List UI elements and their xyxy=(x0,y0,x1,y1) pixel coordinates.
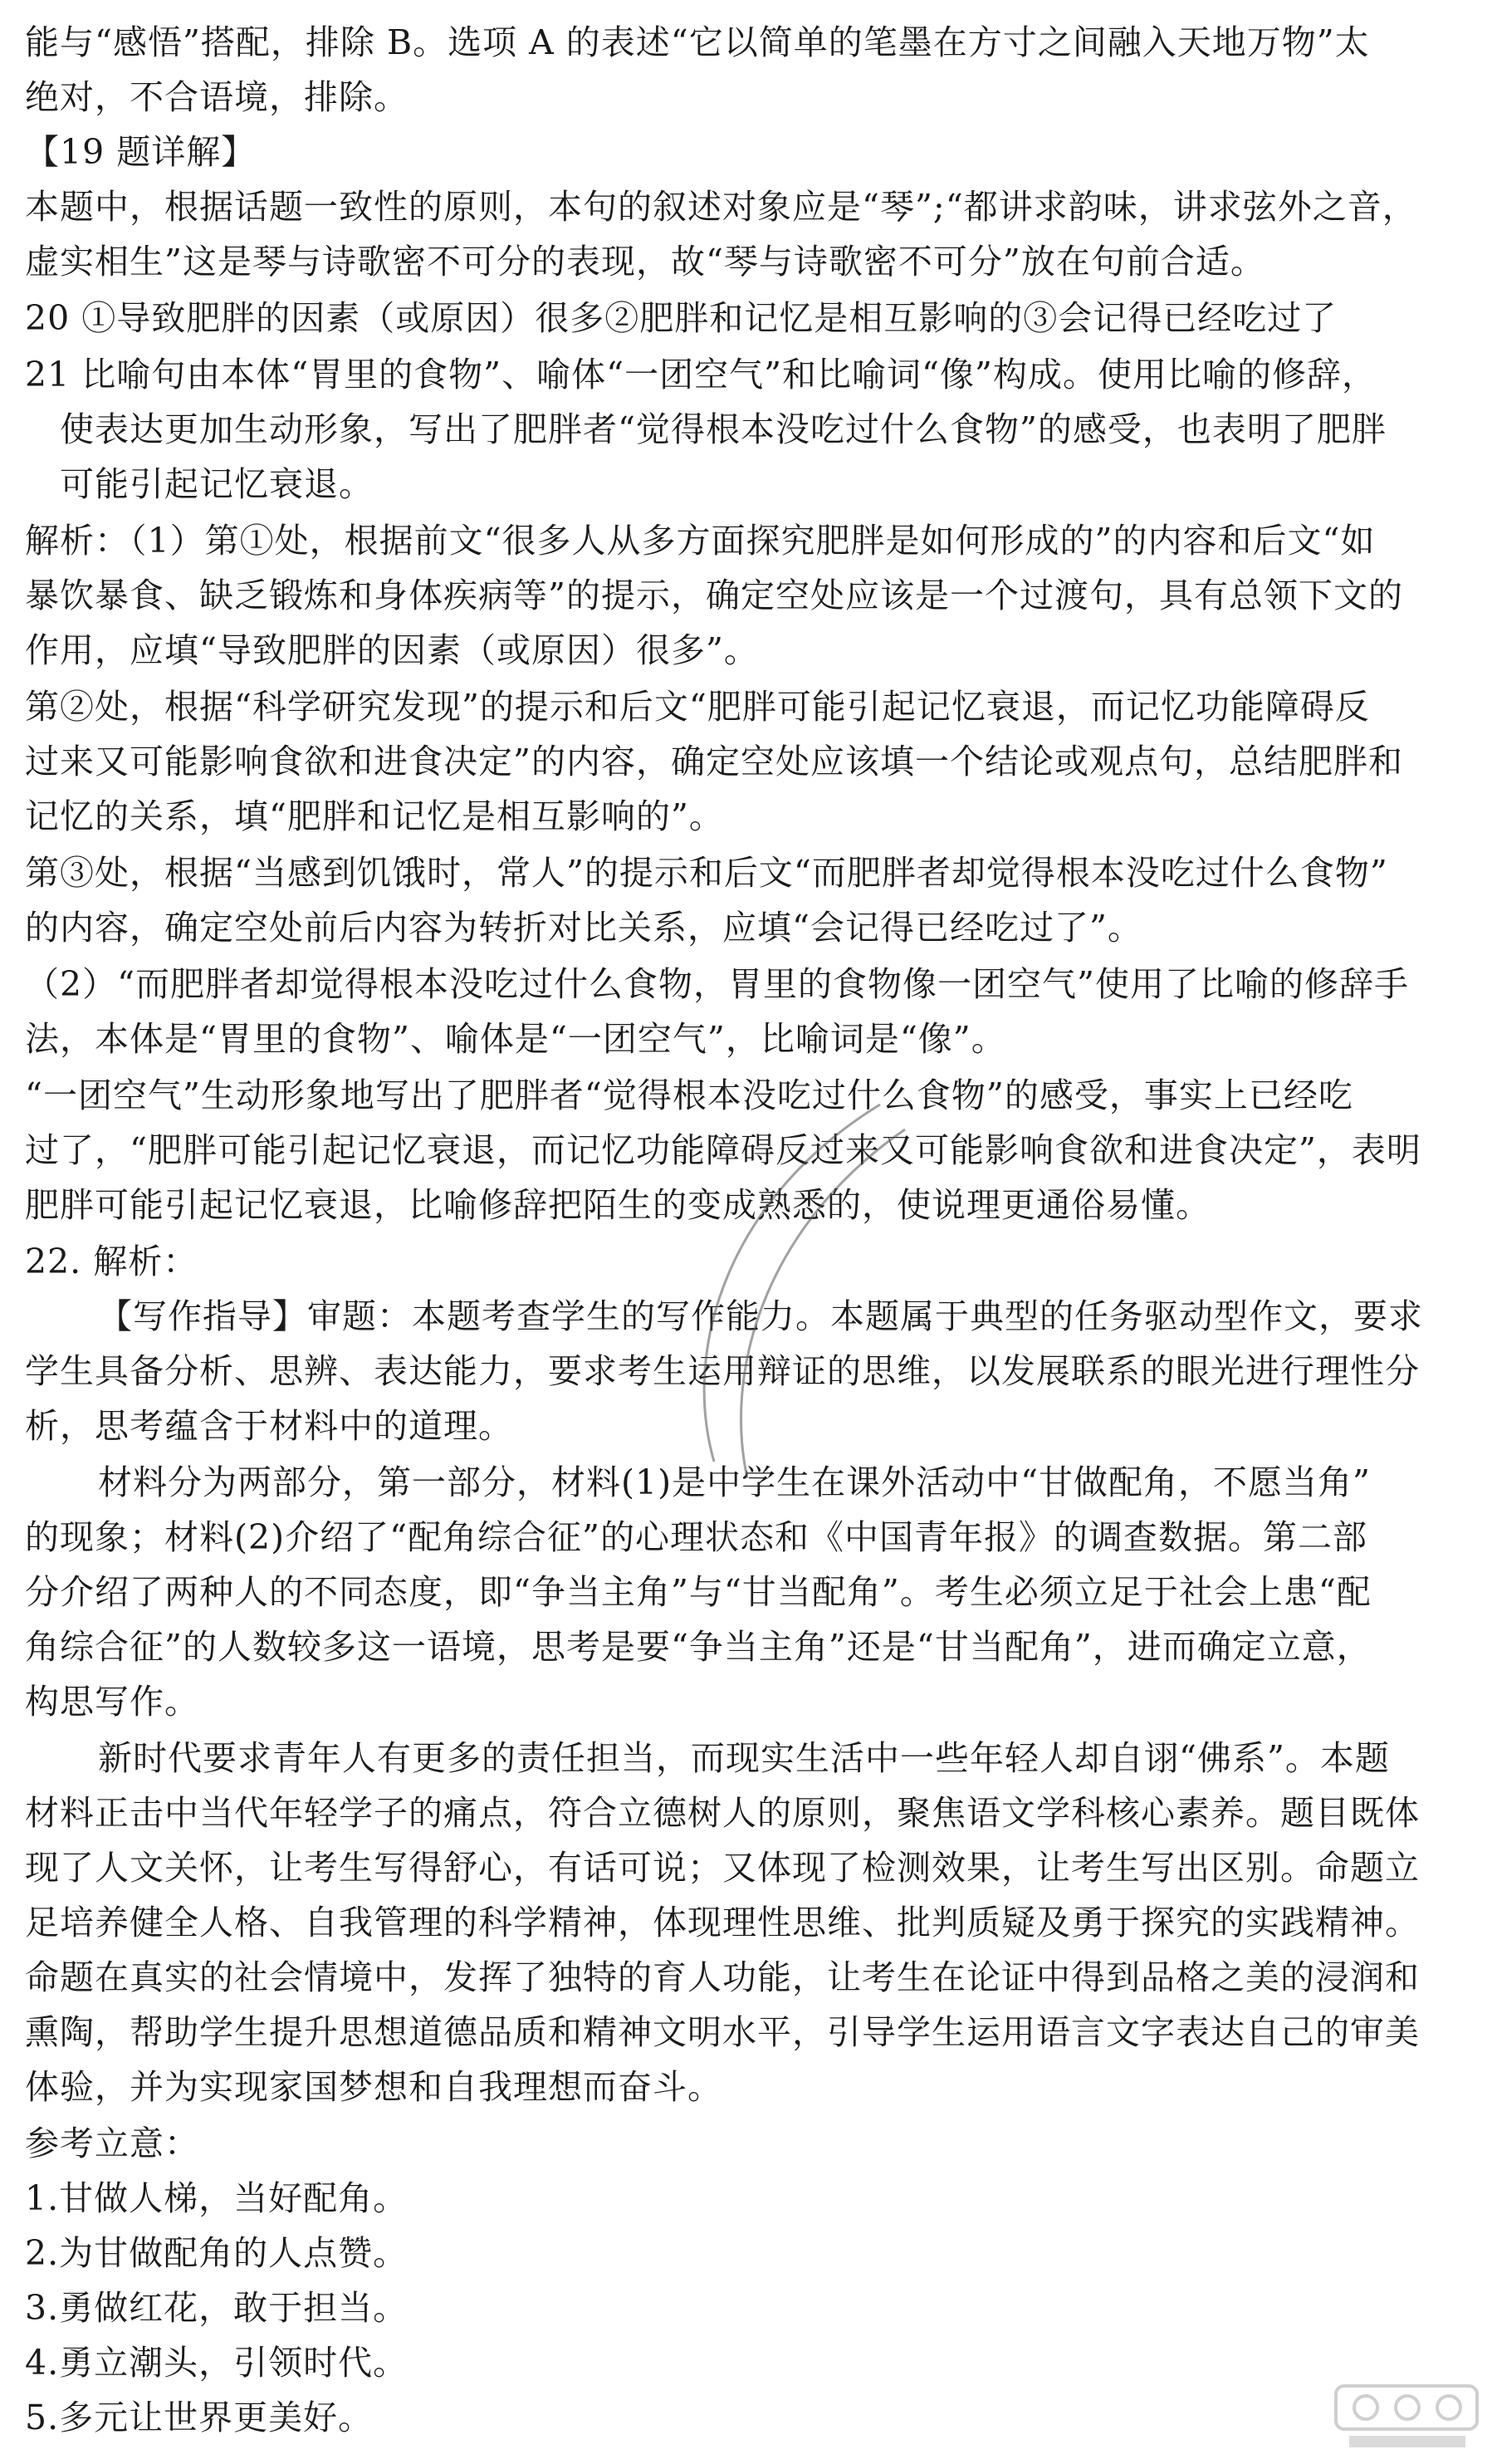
analysis-heading: 解析：（1）第①处，根据前文“很多人从多方面探究肥胖是如何形成的”的内容和后文“如 xyxy=(25,521,1376,561)
text-line: 本题中，根据话题一致性的原则，本句的叙述对象应是“琴”;“都讲求韵味，讲求弦外之音， xyxy=(25,187,1417,227)
text-line: 法，本体是“胃里的食物”、喻体是“一团空气”，比喻词是“像”。 xyxy=(25,1019,1006,1059)
text-line: 过了，“肥胖可能引起记忆衰退，而记忆功能障碍反过来又可能影响食欲和进食决定”，表明 xyxy=(25,1130,1421,1170)
answer-20: 20 ①导致肥胖的因素（或原因）很多②肥胖和记忆是相互影响的③会记得已经吃过了 xyxy=(25,298,1338,338)
reference-ideas-heading: 参考立意： xyxy=(25,2124,199,2163)
writing-guide-heading: 【写作指导】审题：本题考查学生的写作能力。本题属于典型的任务驱动型作文，要求 xyxy=(98,1296,1423,1336)
text-line: 暴饮暴食、缺乏锻炼和身体疾病等”的提示，确定空处应该是一个过渡句，具有总领下文的 xyxy=(25,576,1403,615)
text-line: 命题在真实的社会情境中，发挥了独特的育人功能，让考生在论证中得到品格之美的浸润和 xyxy=(25,1957,1420,1997)
text-line: 足培养健全人格、自我管理的科学精神，体现理性思维、批判质疑及勇于探究的实践精神。 xyxy=(25,1903,1420,1942)
list-item: 3.勇做红花，敢于担当。 xyxy=(25,2288,408,2328)
text-line: 体验，并为实现家国梦想和自我理想而奋斗。 xyxy=(25,2067,722,2107)
answer-22-heading: 22. 解析： xyxy=(25,1242,198,1281)
answer-21: 21 比喻句由本体“胃里的食物”、喻体“一团空气”和比喻词“像”构成。使用比喻的修辞， xyxy=(25,355,1377,394)
text-line: 现了人文关怀，让考生写得舒心，有话可说；又体现了检测效果，让考生写出区别。命题立 xyxy=(25,1848,1420,1888)
text-line: 学生具备分析、思辨、表达能力，要求考生运用辩证的思维，以发展联系的眼光进行理性分 xyxy=(25,1351,1420,1391)
text-line: 的内容，确定空处前后内容为转折对比关系，应填“会记得已经吃过了”。 xyxy=(25,908,1142,948)
text-line: 记忆的关系，填“肥胖和记忆是相互影响的”。 xyxy=(25,796,724,836)
text-line: 熏陶，帮助学生提升思想道德品质和精神文明水平，引导学生运用语言文字表达自己的审美 xyxy=(25,2012,1420,2052)
text-line: “一团空气”生动形象地写出了肥胖者“觉得根本没吃过什么食物”的感受，事实上已经吃 xyxy=(25,1075,1353,1115)
text-line: （2）“而肥胖者却觉得根本没吃过什么食物，胃里的食物像一团空气”使用了比喻的修辞手 xyxy=(25,964,1410,1004)
text-line: 可能引起记忆衰退。 xyxy=(60,464,374,504)
text-line: 新时代要求青年人有更多的责任担当，而现实生活中一些年轻人却自诩“佛系”。本题 xyxy=(98,1738,1390,1778)
list-item: 4.勇立潮头，引领时代。 xyxy=(25,2343,408,2383)
text-line: 肥胖可能引起记忆衰退，比喻修辞把陌生的变成熟悉的，使说理更通俗易懂。 xyxy=(25,1185,1211,1225)
text-line: 第③处，根据“当感到饥饿时，常人”的提示和后文“而肥胖者却觉得根本没吃过什么食物” xyxy=(25,853,1388,893)
text-line: 使表达更加生动形象，写出了肥胖者“觉得根本没吃过什么食物”的感受，也表明了肥胖 xyxy=(60,409,1387,449)
text-line: 构思写作。 xyxy=(25,1682,199,1722)
text-line: 第②处，根据“科学研究发现”的提示和后文“肥胖可能引起记忆衰退，而记忆功能障碍反 xyxy=(25,687,1370,727)
text-line: 角综合征”的人数较多这一语境，思考是要“争当主角”还是“甘当配角”，进而确定立意， xyxy=(25,1627,1372,1667)
text-line: 作用，应填“导致肥胖的因素（或原因）很多”。 xyxy=(25,630,759,670)
list-item: 5.多元让世界更美好。 xyxy=(25,2398,374,2437)
text-line: 的现象；材料(2)介绍了“配角综合征”的心理状态和《中国青年报》的调查数据。第二部 xyxy=(25,1517,1367,1557)
text-line: 分介绍了两种人的不同态度，即“争当主角”与“甘当配角”。考生必须立足于社会上患“配 xyxy=(25,1572,1372,1612)
list-item: 1.甘做人梯，当好配角。 xyxy=(25,2178,408,2218)
text-line: 绝对，不合语境，排除。 xyxy=(25,77,408,117)
text-line: 材料正击中当代年轻学子的痛点，符合立德树人的原则，聚焦语文学科核心素养。题目既体 xyxy=(25,1793,1420,1833)
section-heading-19: 【19 题详解】 xyxy=(25,132,257,172)
text-line: 虚实相生”这是琴与诗歌密不可分的表现，故“琴与诗歌密不可分”放在句前合适。 xyxy=(25,242,1265,282)
text-line: 析，思考蕴含于材料中的道理。 xyxy=(25,1406,513,1446)
corner-logo xyxy=(1333,2381,1482,2456)
text-line: 能与“感悟”搭配，排除 B。选项 A 的表述“它以简单的笔墨在方寸之间融入天地万物”太 xyxy=(25,22,1370,62)
list-item: 2.为甘做配角的人点赞。 xyxy=(25,2233,408,2273)
text-line: 材料分为两部分，第一部分，材料(1)是中学生在课外活动中“甘做配角，不愿当角” xyxy=(98,1462,1371,1502)
text-line: 过来又可能影响食欲和进食决定”的内容，确定空处应该填一个结论或观点句，总结肥胖和 xyxy=(25,742,1403,781)
